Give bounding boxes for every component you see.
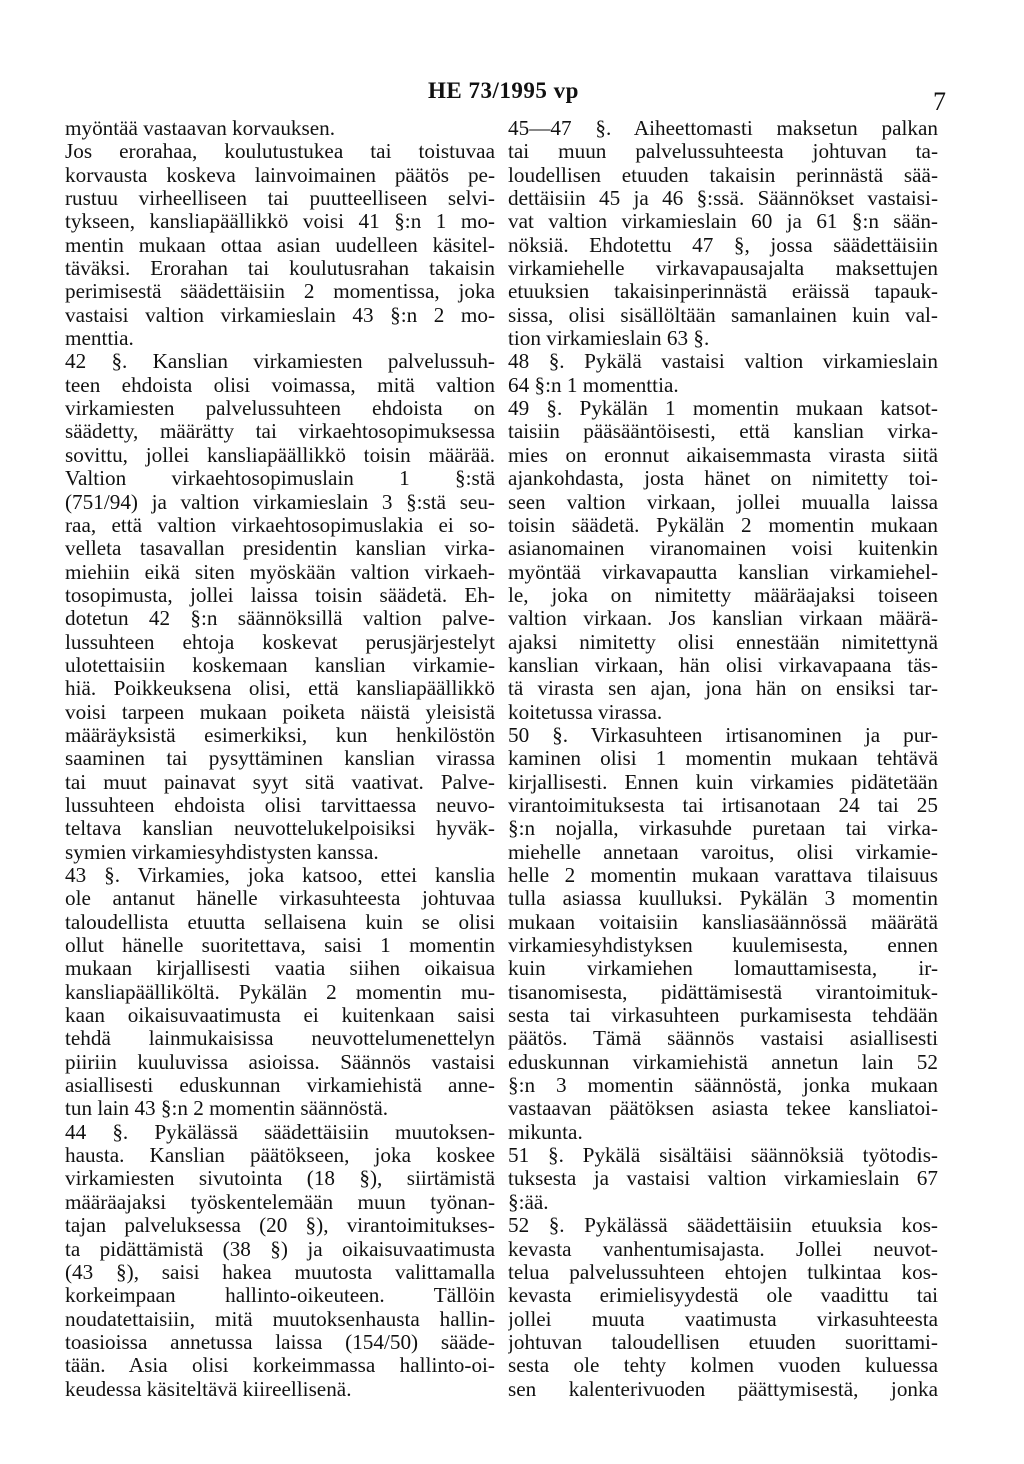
text-line: kuin virkamiehen lomauttamisesta, ir- xyxy=(508,957,938,981)
text-line: 50 §. Virkasuhteen irtisanominen ja pur- xyxy=(508,723,938,747)
text-line: §:ää. xyxy=(508,1189,549,1214)
text-line: miehelle annetaan varoitus, olisi virkamie- xyxy=(508,840,938,864)
text-line: johtuvan taloudellisen etuuden suorittami- xyxy=(508,1330,938,1354)
text-line: rustuu virheelliseen tai puutteelliseen selvi- xyxy=(65,187,495,211)
text-line: tosopimusta, jollei laissa toisin säädetä. Eh- xyxy=(65,583,495,607)
text-line: täväksi. Erorahan tai koulutusrahan takaisin xyxy=(65,257,495,281)
text-line: perimisestä säädettäisiin 2 momentissa, joka xyxy=(65,280,495,304)
text-line: virkamiesyhdistyksen kuulemisesta, ennen xyxy=(508,934,938,958)
document-title: HE 73/1995 vp xyxy=(428,78,579,103)
text-line: kevasta erimielisyydestä ole vaadittu tai xyxy=(508,1284,938,1308)
text-line: hiä. Poikkeuksena olisi, että kansliapäällikkö xyxy=(65,677,495,701)
text-line: Jos erorahaa, koulutustukea tai toistuvaa xyxy=(65,140,495,164)
text-line: etuuksien takaisinperinnästä eräissä tapauk- xyxy=(508,280,938,304)
text-line: sovittu, jollei kansliapäällikkö toisin määrää. xyxy=(65,443,495,467)
text-line: kaan oikaisuvaatimusta ei kuitenkaan saisi xyxy=(65,1004,495,1028)
text-line: dotetun 42 §:n säännöksillä valtion palve- xyxy=(65,607,495,631)
text-line: raa, että valtion virkaehtosopimuslakia ei so- xyxy=(65,513,495,537)
text-line: §:n nojalla, virkasuhde puretaan tai virka- xyxy=(508,817,938,841)
text-line: tä virasta sen ajan, jona hän on ensiksi tar- xyxy=(508,677,938,701)
text-line: mikunta. xyxy=(508,1119,583,1144)
text-line: noudatettaisiin, mitä muutoksenhausta hallin- xyxy=(65,1307,495,1331)
text-line: määräyksistä esimerkiksi, kun henkilöstön xyxy=(65,723,495,747)
text-line: nöksiä. Ehdotettu 47 §, jossa säädettäisiin xyxy=(508,233,938,257)
text-line: tajan palveluksessa (20 §), virantoimitukses- xyxy=(65,1214,495,1238)
text-line: toasioissa annetussa laissa (154/50) sääde- xyxy=(65,1330,495,1354)
text-line: myöntää vastaavan korvauksen. xyxy=(65,116,336,140)
text-line: telua palvelussuhteen ehtojen tulkintaa kos- xyxy=(508,1260,938,1284)
text-line: 48 §. Pykälä vastaisi valtion virkamieslain xyxy=(508,350,938,374)
text-line: teen ehdoista olisi voimassa, mitä valtion xyxy=(65,373,495,397)
text-line: korvausta koskeva lainvoimainen päätös pe- xyxy=(65,163,495,187)
text-line: kaminen olisi 1 momentin mukaan tehtävä xyxy=(508,747,938,771)
text-line: korkeimpaan hallinto-oikeuteen. Tällöin xyxy=(65,1284,495,1308)
text-line: taloudellista etuutta sellaisena kuin se olisi xyxy=(65,910,495,934)
text-line: ollut hänelle suoritettava, saisi 1 momentin xyxy=(65,934,495,958)
text-line: 43 §. Virkamies, joka katsoo, ettei kanslia xyxy=(65,864,495,887)
text-line: mies on eronnut aikaisemmasta virasta siitä xyxy=(508,443,938,467)
text-line: tuksesta ja vastaisi valtion virkamieslain 67 xyxy=(508,1167,938,1191)
text-line: menttia. xyxy=(65,326,134,351)
text-line: 44 §. Pykälässä säädettäisiin muutoksen- xyxy=(65,1120,495,1144)
text-line: tisanomisesta, pidättämisestä virantoimituk- xyxy=(508,980,938,1004)
text-line: mentin mukaan ottaa asian uudelleen käsitel- xyxy=(65,233,495,257)
text-line: tulla asiassa kuulluksi. Pykälän 3 momentin xyxy=(508,887,938,911)
text-line: 42 §. Kanslian virkamiesten palvelussuh- xyxy=(65,350,495,374)
text-line: asianomainen viranomainen voisi kuitenkin xyxy=(508,537,938,561)
text-line: sesta tai virkasuhteen purkamisesta tehdään xyxy=(508,1004,938,1028)
text-line: virkamiesten sivutointa (18 §), siirtämistä xyxy=(65,1167,495,1191)
text-line: velleta tasavallan presidentin kanslian virka- xyxy=(65,537,495,561)
text-line: säädetty, määrätty tai virkaehtosopimuksessa xyxy=(65,420,495,444)
text-line: 52 §. Pykälässä säädettäisiin etuuksia kos- xyxy=(508,1214,938,1238)
text-line: lussuhteen ehdoista olisi tarvittaessa neuvo- xyxy=(65,793,495,817)
text-line: lussuhteen ehtoja koskevat perusjärjestelyt xyxy=(65,630,495,654)
text-line: taisiin pääsääntöisesti, että kanslian virka- xyxy=(508,420,938,444)
text-line: Valtion virkaehtosopimuslain 1 §:stä xyxy=(65,467,495,491)
text-line: loudellisen etuuden takaisin perinnästä sää- xyxy=(508,163,938,187)
text-line: sissa, olisi sisällöltään samanlainen kuin val- xyxy=(508,303,938,327)
text-line: symien virkamiesyhdistysten kanssa. xyxy=(65,839,379,864)
text-line: virkamiehelle virkavapausajalta maksettujen xyxy=(508,257,938,281)
text-line: 45—47 §. Aiheettomasti maksetun palkan xyxy=(508,117,938,140)
text-line: kanslian virkaan, hän olisi virkavapaana täs- xyxy=(508,653,938,677)
text-line: dettäisiin 45 ja 46 §:ssä. Säännökset vastaisi- xyxy=(508,187,938,211)
text-line: voisi tarpeen mukaan poiketa näistä yleisistä xyxy=(65,700,495,724)
text-line: myöntää virkavapautta kanslian virkamiehel- xyxy=(508,560,938,584)
page-number: 7 xyxy=(933,87,946,116)
text-line: päätös. Tämä säännös vastaisi asiallisesti xyxy=(508,1027,938,1051)
text-line: määräajaksi työskentelemään muun työnan- xyxy=(65,1190,495,1214)
text-line: saaminen tai pysyttäminen kanslian virassa xyxy=(65,747,495,771)
text-line: kansliapäälliköltä. Pykälän 2 momentin mu- xyxy=(65,980,495,1004)
text-line: ta pidättämistä (38 §) ja oikaisuvaatimusta xyxy=(65,1237,495,1261)
text-line: (751/94) ja valtion virkamieslain 3 §:stä seu- xyxy=(65,490,495,514)
text-line: keudessa käsiteltävä kiireellisenä. xyxy=(65,1376,352,1401)
text-line: jollei muuta vaatimusta virkasuhteesta xyxy=(508,1307,938,1331)
text-line: 49 §. Pykälän 1 momentin mukaan katsot- xyxy=(508,397,938,421)
text-line: le, joka on nimitetty määräajaksi toiseen xyxy=(508,583,938,607)
text-line: ajaksi nimitetty olisi ennestään nimitettynä xyxy=(508,630,938,654)
text-line: ulotettaisiin koskemaan kanslian virkamie- xyxy=(65,653,495,677)
text-line: valtion virkaan. Jos kanslian virkaan määrä- xyxy=(508,607,938,631)
text-line: piiriin kuuluvissa asioissa. Säännös vastaisi xyxy=(65,1050,495,1074)
text-line: miehiin eikä siten myöskään valtion virkaeh- xyxy=(65,560,495,584)
text-line: vat valtion virkamieslain 60 ja 61 §:n sään- xyxy=(508,210,938,234)
text-line: tehdä lainmukaisissa neuvottelumenettelyn xyxy=(65,1027,495,1051)
text-line: teltava kanslian neuvottelukelpoisiksi hyväk- xyxy=(65,817,495,841)
text-line: sen kalenterivuoden päättymisestä, jonka xyxy=(508,1377,938,1401)
text-line: helle 2 momentin mukaan varattava tilaisuus xyxy=(508,864,938,887)
text-line: tun lain 43 §:n 2 momentin säännöstä. xyxy=(65,1096,389,1121)
text-line: mukaan kirjallisesti vaatia siihen oikaisua xyxy=(65,957,495,981)
text-line: koitetussa virassa. xyxy=(508,699,663,724)
text-line: tai muun palvelussuhteesta johtuvan ta- xyxy=(508,140,938,164)
text-line: vastaavan päätöksen asiasta tekee kansliatoi- xyxy=(508,1097,938,1121)
text-line: kirjallisesti. Ennen kuin virkamies pidätetään xyxy=(508,770,938,794)
text-line: virkamiesten palvelussuhteen ehdoista on xyxy=(65,397,495,421)
text-line: kevasta vanhentumisajasta. Jollei neuvot- xyxy=(508,1237,938,1261)
text-line: toisin säädetä. Pykälän 2 momentin mukaan xyxy=(508,513,938,537)
right-text-column xyxy=(508,117,938,1401)
text-line: tykseen, kansliapäällikkö voisi 41 §:n 1 mo- xyxy=(65,210,495,234)
left-text-column xyxy=(65,117,495,1401)
text-line: eduskunnan virkamiehistä annetun lain 52 xyxy=(508,1050,938,1074)
text-line: tion virkamieslain 63 §. xyxy=(508,326,710,351)
text-line: seen valtion virkaan, jollei muualla laissa xyxy=(508,490,938,514)
text-line: sesta ole tehty kolmen vuoden kuluessa xyxy=(508,1354,938,1378)
text-line: 51 §. Pykälä sisältäisi säännöksiä työtodis- xyxy=(508,1144,938,1168)
text-line: tään. Asia olisi korkeimmassa hallinto-oi- xyxy=(65,1354,495,1378)
text-line: ajankohdasta, josta hänet on nimitetty toi- xyxy=(508,467,938,491)
page-header xyxy=(0,70,1024,116)
text-line: 64 §:n 1 momenttia. xyxy=(508,372,679,397)
text-line: virantoimituksesta tai irtisanotaan 24 tai 25 xyxy=(508,793,938,817)
text-line: (43 §), saisi hakea muutosta valittamalla xyxy=(65,1260,495,1284)
text-line: vastaisi valtion virkamieslain 43 §:n 2 mo- xyxy=(65,303,495,327)
text-line: tai muut painavat syyt sitä vaativat. Palve- xyxy=(65,770,495,794)
text-line: ole antanut hänelle virkasuhteesta johtuvaa xyxy=(65,887,495,911)
text-line: mukaan voitaisiin kansliasäännössä määrätä xyxy=(508,910,938,934)
text-line: hausta. Kanslian päätökseen, joka koskee xyxy=(65,1144,495,1168)
text-line: §:n 3 momentin säännöstä, jonka mukaan xyxy=(508,1074,938,1098)
text-line: asiallisesti eduskunnan virkamiehistä anne- xyxy=(65,1074,495,1098)
